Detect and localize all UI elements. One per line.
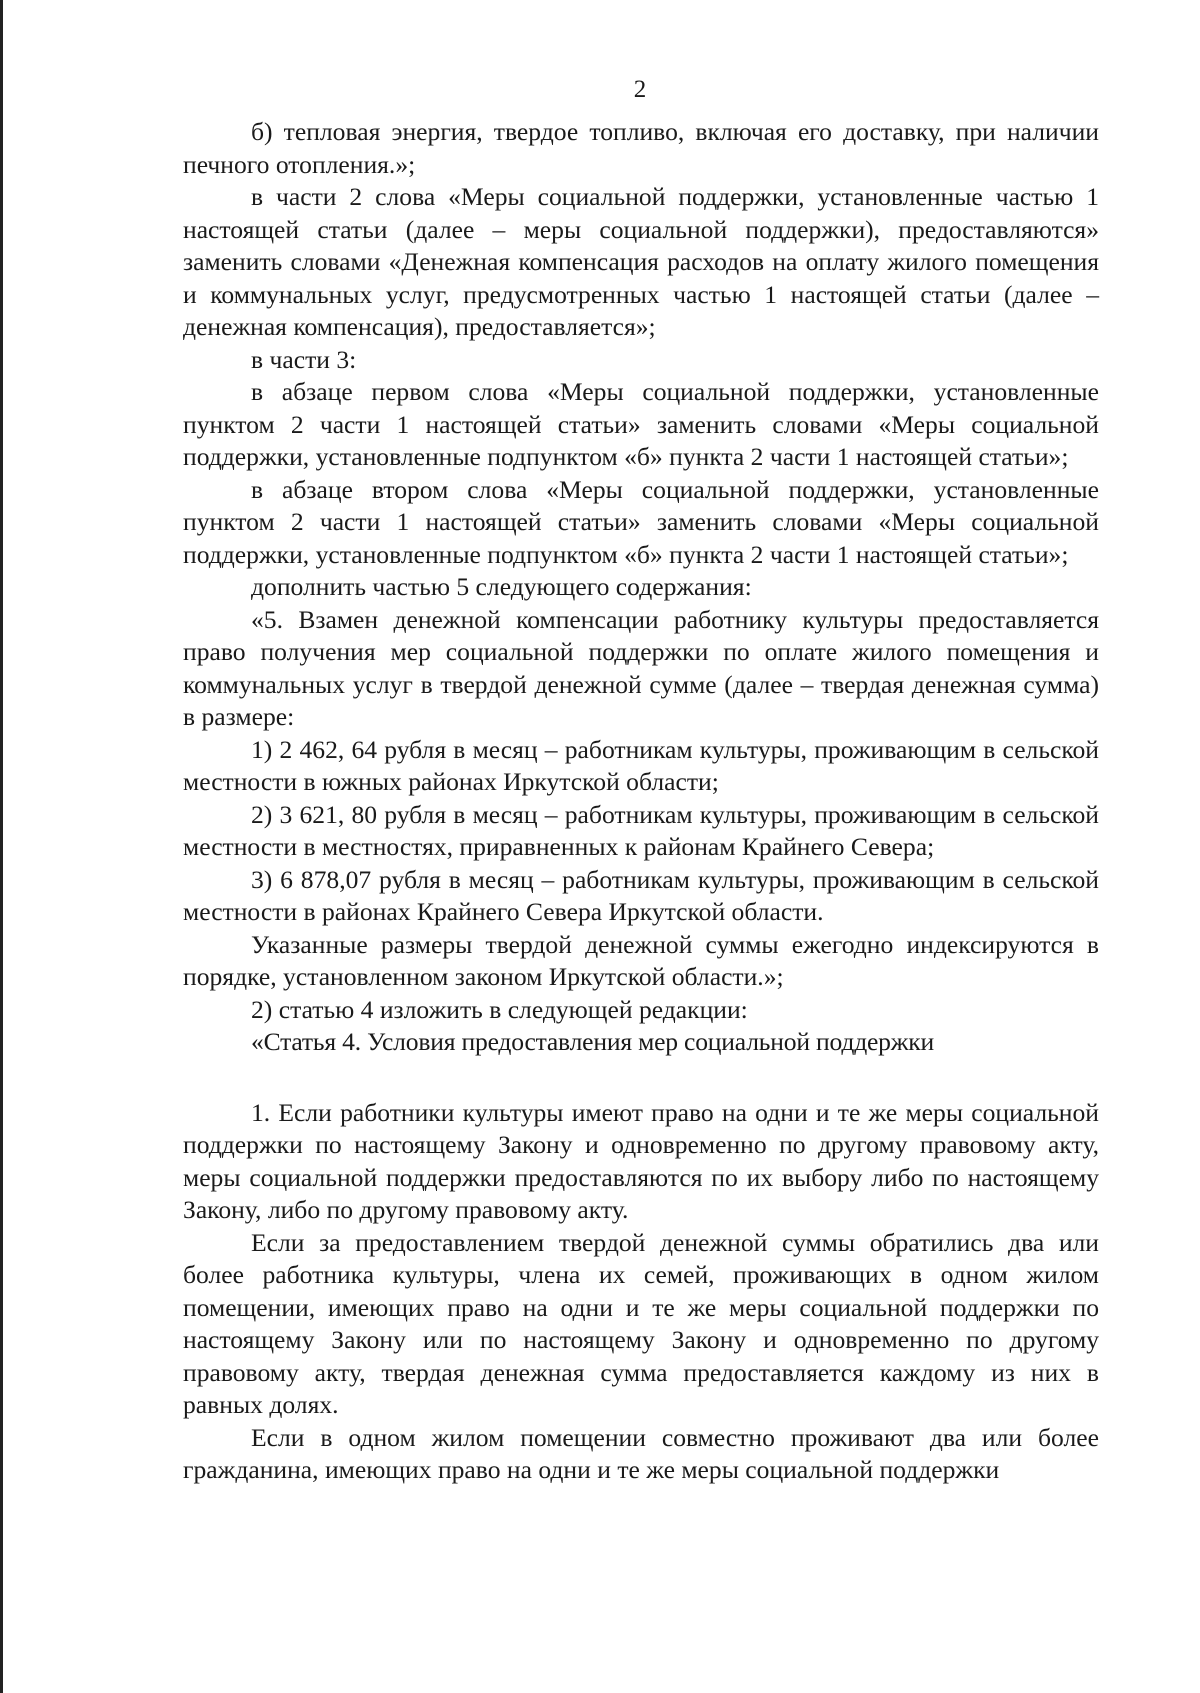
paragraph: в абзаце первом слова «Меры социальной поддержки, установленные пунктом 2 части 1 настоящей статьи» заменить словами «Меры социальной поддержки, установленные подпунктом «б» пункта 2 части 1 настоящей статьи»; — [183, 377, 1099, 471]
paragraph: Если в одном жилом помещении совместно проживают два или более гражданина, имеющих право на одни и те же меры социальной поддержки — [183, 1422, 1099, 1484]
paragraph: 2) статью 4 изложить в следующей редакции: — [251, 994, 748, 1024]
document-body — [183, 116, 1099, 1487]
page-number: 2 — [633, 76, 647, 103]
paragraph: дополнить частью 5 следующего содержания: — [251, 572, 752, 601]
paragraph: Если за предоставлением твердой денежной суммы обратились два или более работника культуры, члена их семей, проживающих в одном жилом помещении, имеющих право на одни и те же меры социальной поддержки по настоящему Закону или по настоящему Закону и одновременно по другому правовому акту, твердая денежная сумма предоставляется каждому из них в равных долях. — [183, 1227, 1099, 1419]
scan-edge-shadow — [0, 0, 3, 1693]
article-heading: «Статья 4. Условия предоставления мер социальной поддержки — [251, 1027, 934, 1056]
paragraph: в части 3: — [251, 344, 357, 374]
list-item: 1) 2 462, 64 рубля в месяц – работникам культуры, проживающим в сельской местности в южных районах Иркутской области; — [183, 734, 1099, 796]
paragraph: «5. Взамен денежной компенсации работнику культуры предоставляется право получения мер социальной поддержки по оплате жилого помещения и коммунальных услуг в твердой денежной сумме (далее – твердая денежная сумма) в размере: — [183, 604, 1099, 731]
paragraph: 1. Если работники культуры имеют право на одни и те же меры социальной поддержки по настоящему Закону и одновременно по другому правовому акту, меры социальной поддержки предоставляются по их выбору либо по настоящему Закону, либо по другому правовому акту. — [183, 1097, 1099, 1224]
paragraph: Указанные размеры твердой денежной суммы ежегодно индексируются в порядке, установленном законом Иркутской области.»; — [183, 929, 1099, 991]
paragraph: б) тепловая энергия, твердое топливо, включая его доставку, при наличии печного отопления.»; — [183, 117, 1099, 179]
blank-line — [183, 1059, 1099, 1097]
list-item: 3) 6 878,07 рубля в месяц – работникам культуры, проживающим в сельской местности в районах Крайнего Севера Иркутской области. — [183, 864, 1099, 926]
paragraph: в абзаце втором слова «Меры социальной поддержки, установленные пунктом 2 части 1 настоящей статьи» заменить словами «Меры социальной поддержки, установленные подпунктом «б» пункта 2 части 1 настоящей статьи»; — [183, 474, 1099, 569]
paragraph: в части 2 слова «Меры социальной поддержки, установленные частью 1 настоящей статьи (далее – меры социальной поддержки), предоставляются» заменить словами «Денежная компенсация расходов на оплату жилого помещения и коммунальных услуг, предусмотренных частью 1 настоящей статьи (далее – денежная компенсация), предоставляется»; — [183, 182, 1099, 341]
list-item: 2) 3 621, 80 рубля в месяц – работникам культуры, проживающим в сельской местности в местностях, приравненных к районам Крайнего Севера; — [183, 799, 1099, 861]
